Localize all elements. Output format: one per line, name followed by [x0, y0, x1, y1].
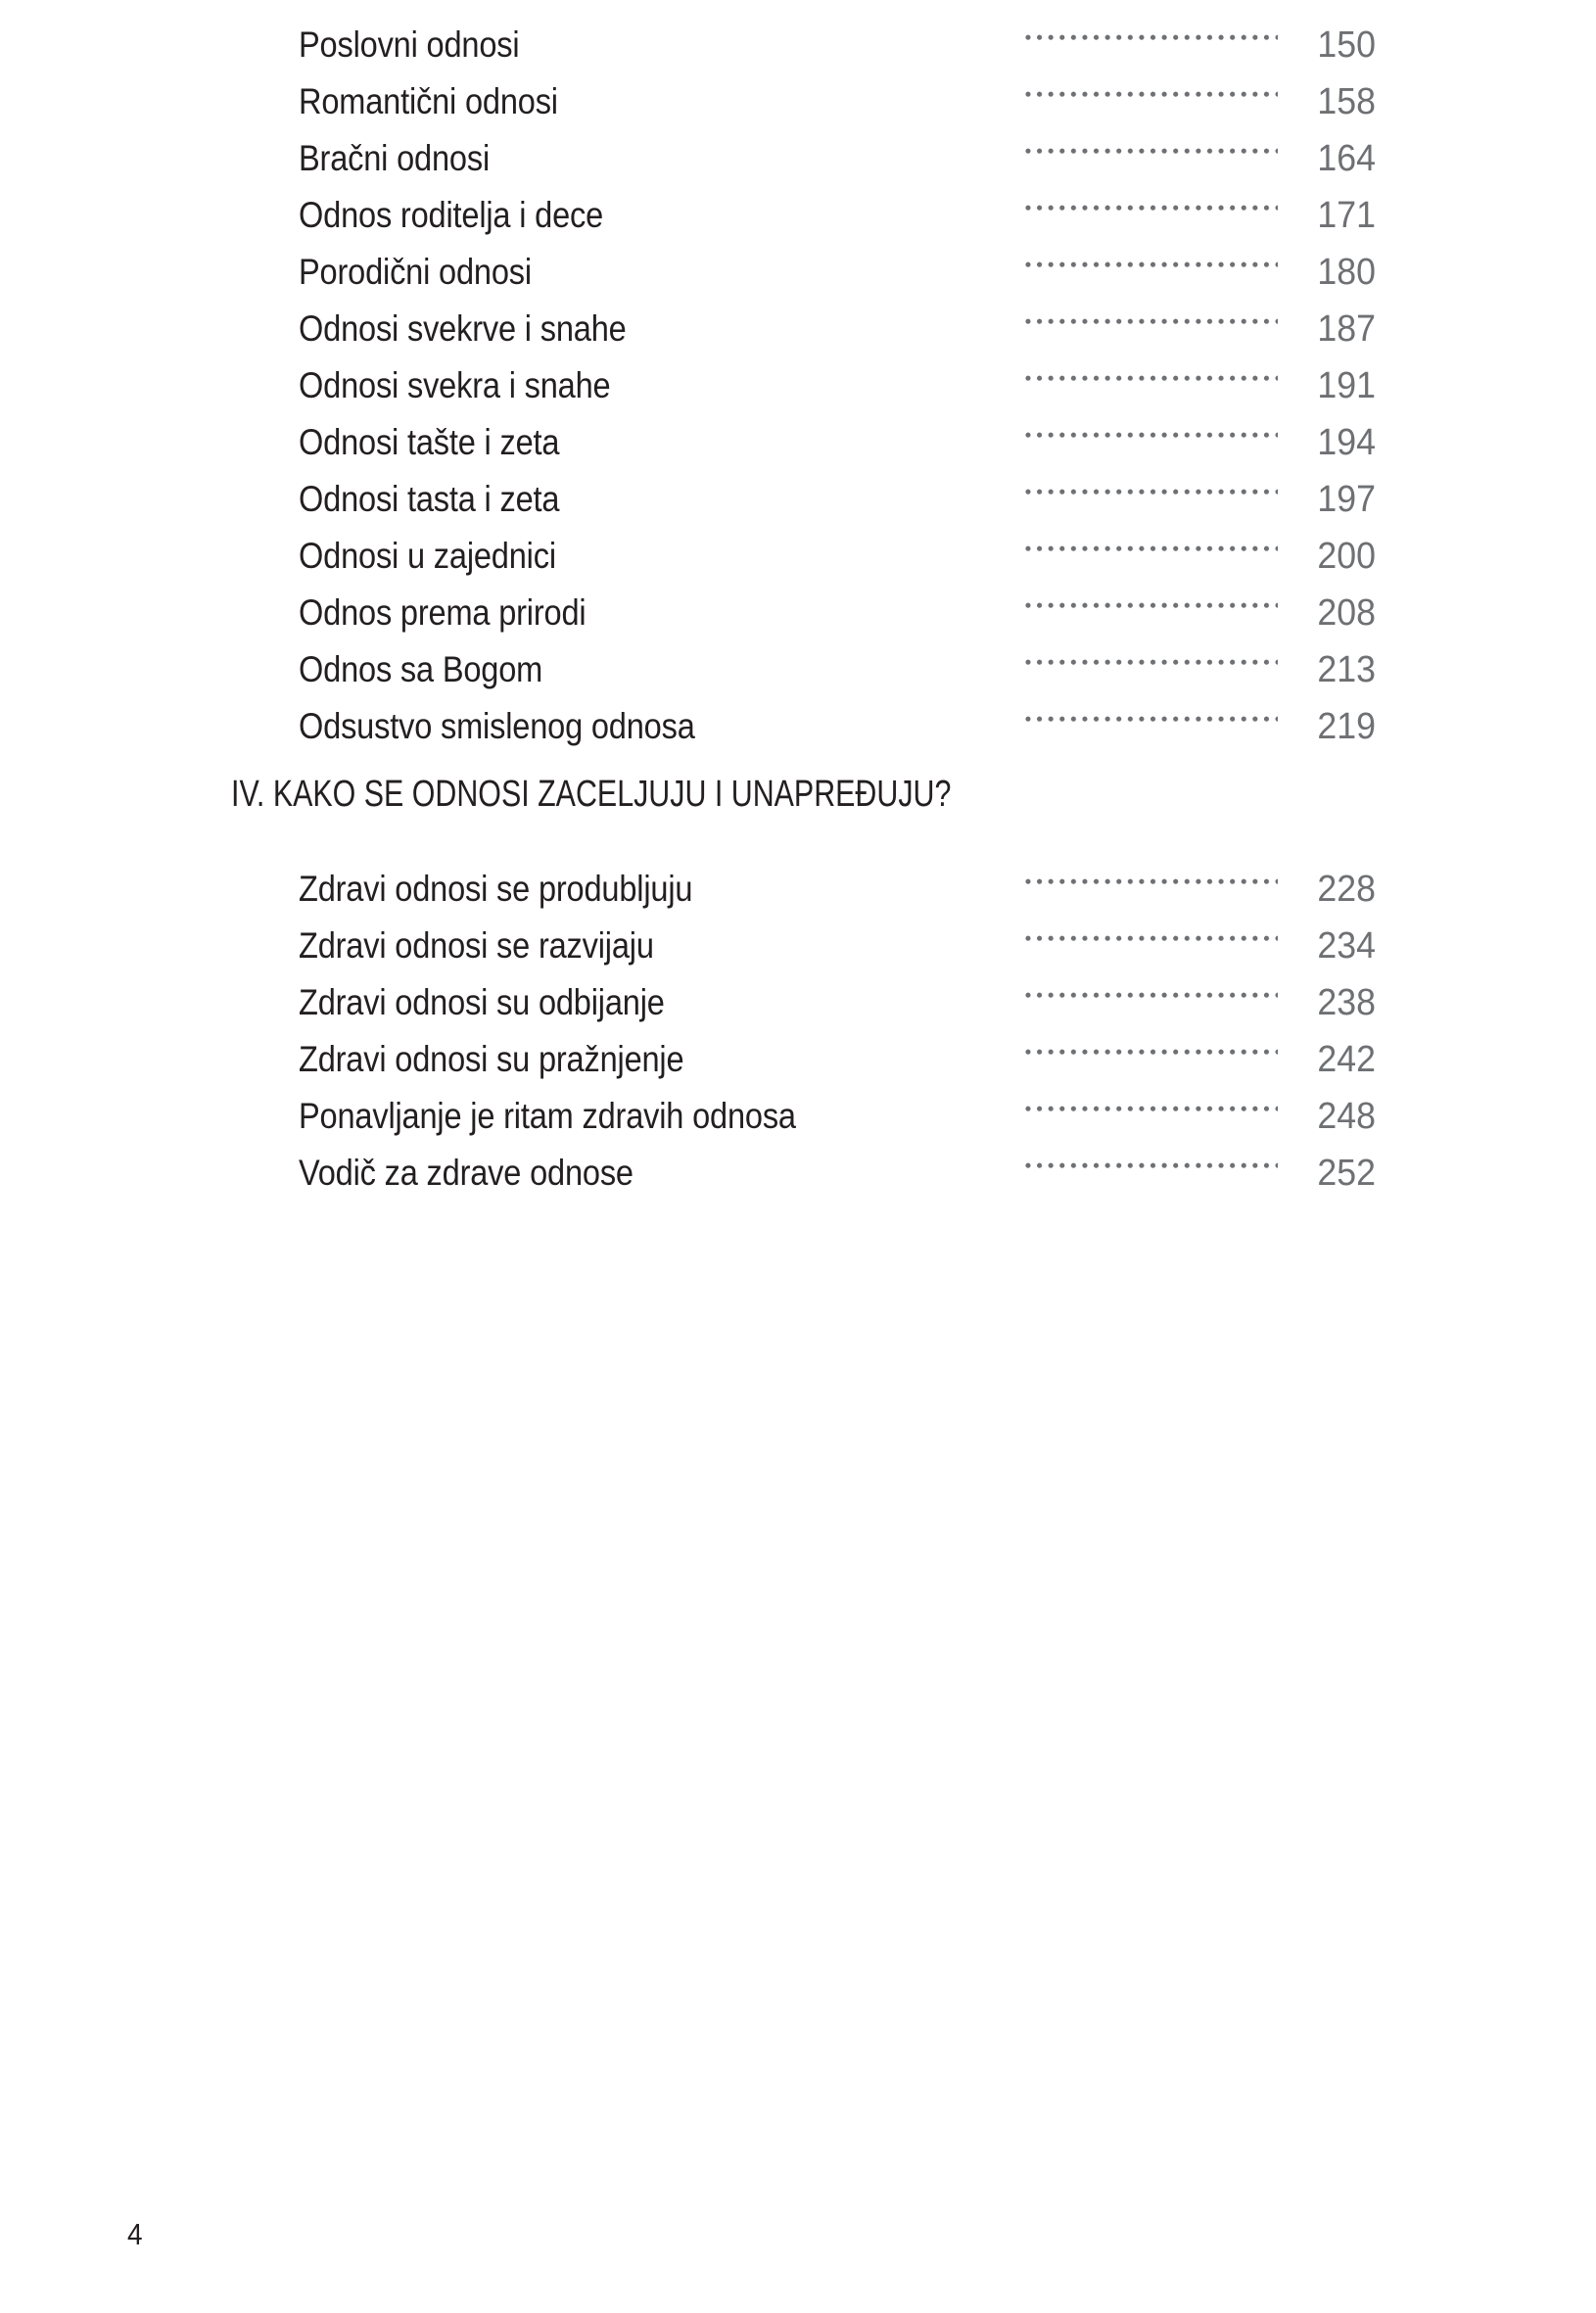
toc-entry-title: Porodični odnosi	[299, 252, 532, 292]
toc-entry-page-number: 242	[1317, 1039, 1376, 1080]
toc-entry-title: Odnosi tasta i zeta	[299, 479, 560, 519]
toc-entry-title: Zdravi odnosi se razvijaju	[299, 925, 654, 966]
toc-entry-page-number: 187	[1317, 308, 1376, 350]
dot-leader-dots	[1025, 489, 1278, 496]
dot-leader-dots	[1025, 375, 1278, 382]
toc-entry-title: Odnosi tašte i zeta	[299, 422, 560, 462]
toc-dot-leader	[715, 958, 1282, 1015]
toc-entry-page-number: 248	[1317, 1096, 1376, 1137]
toc-entry-page-number: 228	[1317, 869, 1376, 910]
dot-leader-dots	[1025, 716, 1278, 723]
toc-entry-title: Odnos prema prirodi	[299, 592, 587, 633]
toc-entry-title: Odnosi svekrve i snahe	[299, 308, 627, 349]
toc-entry-title: Odnos sa Bogom	[299, 649, 543, 689]
dot-leader-dots	[1025, 432, 1278, 439]
toc-entry-title: Vodič za zdrave odnose	[299, 1153, 634, 1193]
toc-entry-title: Zdravi odnosi su pražnjenje	[299, 1039, 684, 1079]
dot-leader-dots	[1025, 261, 1278, 268]
page-folio: 4	[127, 2217, 143, 2251]
dot-leader-dots	[1025, 1049, 1278, 1056]
toc-dot-leader	[644, 170, 1282, 227]
toc-entry-page-number: 197	[1317, 479, 1376, 520]
toc-entry-page-number: 252	[1317, 1153, 1376, 1194]
toc-entry-page-number: 208	[1317, 592, 1376, 634]
toc-entry-page-number: 158	[1317, 81, 1376, 122]
dot-leader-dots	[1025, 992, 1278, 999]
dot-leader-dots	[1025, 34, 1278, 41]
toc-entry-page-number: 164	[1317, 138, 1376, 179]
toc-entry-page-number: 238	[1317, 982, 1376, 1023]
toc-dot-leader	[593, 57, 1282, 114]
toc-dot-leader	[679, 1128, 1282, 1185]
dot-leader-dots	[1025, 1162, 1278, 1169]
toc-entry-page-number: 150	[1317, 24, 1376, 66]
dot-leader-dots	[1025, 545, 1278, 552]
toc-entry-title: Bračni odnosi	[299, 138, 491, 178]
toc-dot-leader	[625, 568, 1282, 625]
toc-entry-page-number: 219	[1317, 706, 1376, 747]
toc-entry-page-number: 180	[1317, 252, 1376, 293]
toc-dot-leader	[671, 284, 1282, 341]
toc-entry-page-number: 234	[1317, 925, 1376, 967]
toc-entry-title: Romantični odnosi	[299, 81, 558, 121]
toc-dot-leader	[736, 1015, 1282, 1071]
toc-entry-title: Zdravi odnosi se produbljuju	[299, 869, 693, 909]
dot-leader-dots	[1025, 878, 1278, 885]
toc-entry[interactable]	[299, 844, 1376, 910]
dot-leader-dots	[1025, 1106, 1278, 1112]
toc-dot-leader	[516, 114, 1282, 170]
toc-entry-title: Zdravi odnosi su odbijanje	[299, 982, 665, 1022]
dot-leader-dots	[1025, 148, 1278, 155]
toc-entry-title: Odnos roditelja i dece	[299, 195, 604, 235]
dot-leader-dots	[1025, 91, 1278, 98]
toc-entry-page-number: 191	[1317, 365, 1376, 406]
toc-dot-leader	[576, 625, 1282, 682]
dot-leader-dots	[1025, 205, 1278, 212]
toc-dot-leader	[595, 454, 1282, 511]
toc-entry-title: Odnosi svekra i snahe	[299, 365, 611, 405]
toc-entry-title: Odsustvo smislenog odnosa	[299, 706, 695, 746]
toc-entry-page-number: 213	[1317, 649, 1376, 690]
toc-entry-page-number: 194	[1317, 422, 1376, 463]
toc-dot-leader	[595, 398, 1282, 454]
toc-entry-page-number: 200	[1317, 536, 1376, 577]
dot-leader-dots	[1025, 318, 1278, 325]
toc-dot-leader	[749, 682, 1282, 738]
toc-entry-title: Odnosi u zajednici	[299, 536, 556, 576]
dot-leader-dots	[1025, 659, 1278, 666]
toc-dot-leader	[549, 0, 1282, 57]
toc-dot-leader	[591, 511, 1282, 568]
toc-dot-leader	[746, 844, 1282, 901]
toc-entry[interactable]	[299, 0, 1376, 66]
toc-dot-leader	[563, 227, 1282, 284]
toc-dot-leader	[702, 901, 1282, 958]
dot-leader-dots	[1025, 602, 1278, 609]
toc-section-heading: IV. KAKO SE ODNOSI ZACELJUJU I UNAPREĐUJU?	[231, 774, 952, 815]
toc-dot-leader	[864, 1071, 1282, 1128]
dot-leader-dots	[1025, 935, 1278, 942]
toc-dot-leader	[653, 341, 1282, 398]
toc-entry-page-number: 171	[1317, 195, 1376, 236]
toc-entry-title: Poslovni odnosi	[299, 24, 520, 65]
toc-entry-title: Ponavljanje je ritam zdravih odnosa	[299, 1096, 796, 1136]
